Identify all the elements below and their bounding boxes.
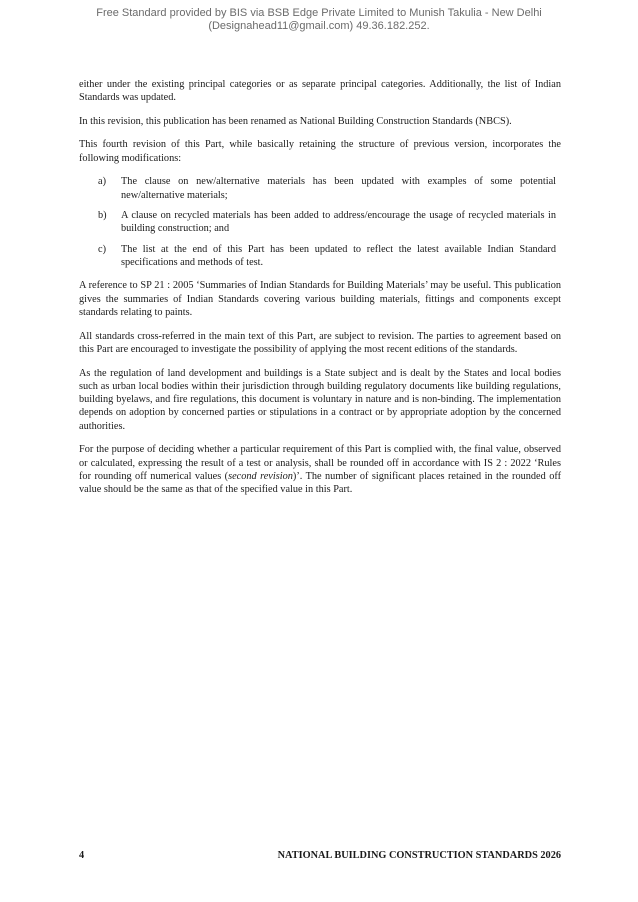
page-footer: [79, 850, 561, 861]
list-item: [79, 209, 561, 236]
paragraph-cross-references: All standards cross-referred in the main text of this Part, are subject to revision. The parties to agreement based on this Part are encouraged to investigate the possibility of applying the most recent editions of the standards.: [79, 330, 561, 355]
list-item: [79, 243, 561, 270]
list-item: [79, 175, 561, 202]
paragraph-rounding: [79, 443, 561, 496]
paragraph-fourth-revision: This fourth revision of this Part, while basically retaining the structure of previous version, incorporates the following modifications:: [79, 139, 561, 164]
paragraph-continuation: either under the existing principal categories or as separate principal categories. Additionally, the list of Indian Standards was updated.: [79, 79, 561, 104]
list-item-text: A clause on recycled materials has been added to address/encourage the usage of recycled materials in building construction; and: [121, 209, 556, 235]
watermark-line-2: (Designahead11@gmail.com) 49.36.182.252.: [208, 20, 430, 32]
watermark-line-1: Free Standard provided by BIS via BSB Edge Private Limited to Munish Takulia - New Delhi: [96, 7, 542, 19]
page-number: 4: [79, 850, 85, 861]
list-item-text: The clause on new/alternative materials has been updated with examples of some potential new/alternative materials;: [121, 176, 556, 201]
watermark: [0, 7, 638, 33]
paragraph-renamed: In this revision, this publication has been renamed as National Building Construction Standards (NBCS).: [79, 115, 512, 127]
list-item-text: The list at the end of this Part has been updated to reflect the latest available Indian Standard specifications and methods of test.: [121, 243, 556, 268]
page-body: [79, 78, 561, 507]
list-marker: a): [98, 176, 106, 188]
list-marker: c): [98, 243, 106, 255]
footer-title: NATIONAL BUILDING CONSTRUCTION STANDARDS 2026: [277, 850, 561, 861]
paragraph-regulation: As the regulation of land development and buildings is a State subject and is dealt by the States and local bodies such as urban local bodies within their jurisdiction through building regulatory documents like building regulations, building byelaws, and fire regulations, this document is voluntary in nature and is non-binding. The implementation depends on adoption by concerned parties or stipulations in a contract or by appropriate adoption by the concerned authorities.: [79, 367, 561, 432]
list-marker: b): [98, 209, 107, 221]
rounding-text-end: )’. The number of significant places retained in the rounded off value should be the same as that of the specified value in this Part.: [79, 470, 562, 496]
modifications-list: [79, 175, 561, 269]
paragraph-sp21-reference: A reference to SP 21 : 2005 ‘Summaries of Indian Standards for Building Materials’ may be useful. This publication gives the summaries of Indian Standards covering various building materials, fittings and components except standards relating to paints.: [79, 280, 561, 319]
rounding-text-start: For the purpose of deciding whether a particular requirement of this Part is complied with, the final value, observed or calculated, expressing the result of a test or analysis, shall be rounded off in accordance with IS 2 : 2022 ‘Rules for rounding off numerical values (: [79, 444, 561, 482]
rounding-text-italic: second revision: [228, 470, 293, 482]
